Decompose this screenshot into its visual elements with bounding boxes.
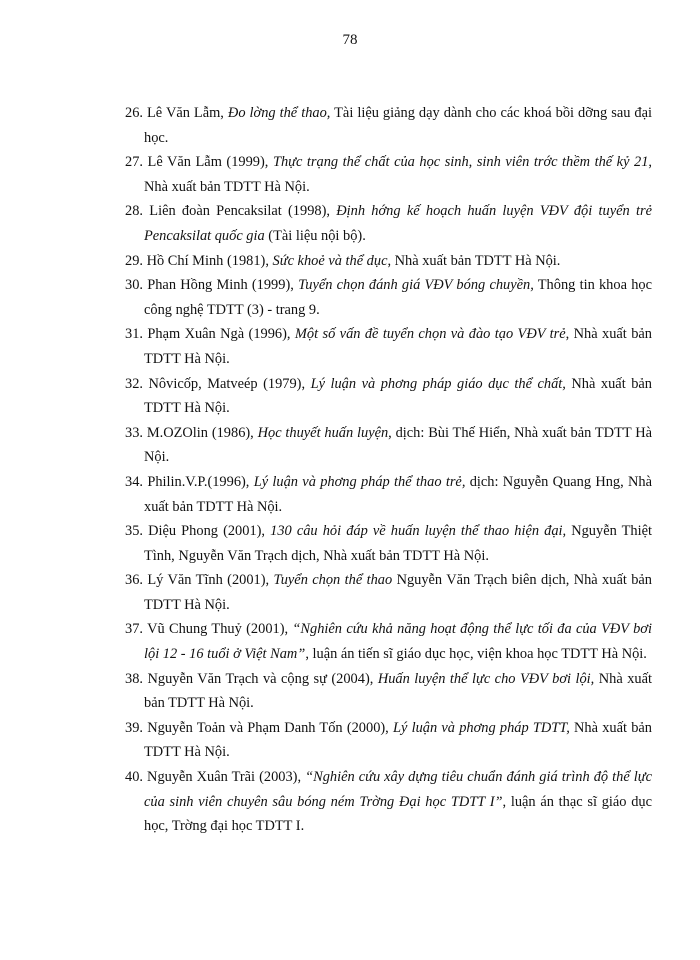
- reference-text: Hồ Chí Minh (1981),: [146, 252, 273, 269]
- reference-title: “Nghiên cứu khả năng hoạt động thể lực tối đa của VĐV bơi lội 12 - 16 tuổi ở Việt Nam”: [144, 621, 652, 663]
- reference-title: Sức khoẻ và thể dục: [272, 252, 388, 269]
- reference-text: Nguyễn Xuân Trãi (2003),: [147, 769, 306, 786]
- reference-number: 34.: [125, 473, 143, 490]
- reference-title: Lý luận và phơng pháp giáo dục thể chất,: [310, 375, 566, 392]
- reference-number: 26.: [125, 105, 143, 121]
- reference-title: Tuyển chọn đánh giá VĐV bóng chuyền,: [298, 277, 534, 294]
- reference-entry: [125, 617, 652, 666]
- reference-title: Thực trạng thể chất của học sinh, sinh viên trớc thềm thế kỷ 21: [272, 154, 649, 171]
- reference-entry: [125, 667, 652, 716]
- reference-entry: [125, 519, 652, 568]
- reference-entry: [125, 273, 652, 322]
- reference-text: Nguyễn Thiệt Tình, Nguyễn Văn Trạch dịch, Nhà xuất bản TDTT Hà Nội.: [144, 523, 652, 564]
- reference-title: Huấn luyện thể lực cho VĐV bơi lội,: [377, 670, 595, 687]
- reference-text: Liên đoàn Pencaksilat (1998),: [149, 203, 337, 220]
- reference-number: 28.: [125, 203, 143, 220]
- reference-entry: [125, 322, 652, 371]
- reference-title: “Nghiên cứu xây dựng tiêu chuẩn đánh giá trình độ thể lực của sinh viên chuyên sâu bóng ném Trờng Đại học TDTT I”: [144, 769, 652, 810]
- reference-text: , luận án tiến sĩ giáo dục học, viện khoa học TDTT Hà Nội.: [305, 646, 647, 663]
- reference-title: Lý luận và phơng pháp thể thao trẻ,: [253, 473, 466, 490]
- reference-entry: [125, 199, 652, 248]
- reference-text: , Nhà xuất bản TDTT Hà Nội.: [387, 252, 561, 269]
- reference-text: Lý Văn Tĩnh (2001),: [147, 572, 274, 589]
- reference-text: dịch: Nguyễn Quang Hng, Nhà xuất bản TDTT Hà Nội.: [144, 473, 653, 515]
- reference-title: 130 câu hỏi đáp về huấn luyện thể thao hiện đại,: [270, 523, 567, 540]
- reference-text: , dịch: Bùi Thế Hiển, Nhà xuất bản TDTT Hà Nội.: [144, 424, 652, 466]
- reference-entry: [125, 372, 652, 421]
- reference-text: Thông tin khoa học công nghệ TDTT (3) - trang 9.: [144, 277, 652, 318]
- reference-list: [125, 101, 652, 839]
- reference-text: Nhà xuất bản TDTT Hà Nội.: [144, 670, 652, 712]
- reference-text: Nhà xuất bản TDTT Hà Nội.: [144, 719, 652, 761]
- reference-entry: [125, 470, 652, 519]
- reference-title: Đo lờng thể thao,: [227, 105, 331, 121]
- reference-text: , Nhà xuất bản TDTT Hà Nội.: [144, 326, 652, 367]
- reference-number: 40.: [125, 769, 143, 786]
- reference-title: Một số vấn đề tuyển chọn và đào tạo VĐV trẻ: [294, 326, 566, 343]
- reference-entry: [125, 716, 652, 765]
- reference-entry: [125, 101, 652, 150]
- reference-number: 27.: [125, 154, 143, 171]
- reference-entry: [125, 568, 652, 617]
- reference-text: Lê Văn Lẫm,: [147, 105, 228, 121]
- reference-text: Lê Văn Lẫm (1999),: [147, 154, 273, 171]
- reference-text: Vũ Chung Thuỷ (2001),: [147, 621, 293, 638]
- reference-number: 31.: [125, 326, 143, 343]
- reference-number: 38.: [125, 670, 143, 687]
- reference-text: Tài liệu giảng dạy dành cho các khoá bồi dỡng sau đại học.: [144, 105, 653, 146]
- reference-number: 35.: [125, 523, 143, 540]
- reference-number: 30.: [125, 277, 143, 294]
- reference-text: , Nhà xuất bản TDTT Hà Nội.: [144, 154, 652, 195]
- reference-number: 36.: [125, 572, 143, 589]
- reference-text: Nhà xuất bản TDTT Hà Nội.: [144, 375, 652, 417]
- reference-text: Nguyễn Toản và Phạm Danh Tốn (2000),: [147, 719, 393, 736]
- reference-entry: [125, 150, 652, 199]
- reference-entry: [125, 421, 652, 470]
- reference-title: Tuyển chọn thể thao: [273, 572, 393, 589]
- reference-number: 39.: [125, 719, 143, 736]
- reference-text: Nôvicốp, Matveép (1979),: [148, 375, 311, 392]
- reference-text: (Tài liệu nội bộ).: [264, 227, 366, 244]
- reference-entry: [125, 765, 652, 839]
- reference-text: , luận án thạc sĩ giáo dục học, Trờng đại học TDTT I.: [144, 793, 652, 835]
- reference-title: Học thuyết huấn luyện: [257, 424, 389, 441]
- page-number: 78: [342, 32, 358, 48]
- reference-entry: [125, 249, 652, 274]
- reference-text: Phạm Xuân Ngà (1996),: [147, 326, 295, 343]
- reference-number: 29.: [125, 252, 143, 269]
- reference-number: 37.: [125, 621, 143, 638]
- reference-text: M.OZOlin (1986),: [146, 424, 258, 441]
- reference-text: Nguyễn Văn Trạch và cộng sự (2004),: [147, 670, 378, 687]
- reference-number: 32.: [125, 375, 143, 392]
- reference-title: Định hớng kế hoạch huấn luyện VĐV đội tuyển trẻ Pencaksilat quốc gia: [144, 203, 652, 244]
- reference-text: Nguyễn Văn Trạch biên dịch, Nhà xuất bản TDTT Hà Nội.: [144, 572, 652, 613]
- reference-text: Philin.V.P.(1996),: [147, 473, 254, 490]
- reference-text: Phan Hồng Minh (1999),: [147, 277, 299, 294]
- reference-title: Lý luận và phơng pháp TDTT,: [393, 719, 570, 736]
- reference-number: 33.: [125, 424, 143, 441]
- reference-text: Diệu Phong (2001),: [148, 523, 271, 540]
